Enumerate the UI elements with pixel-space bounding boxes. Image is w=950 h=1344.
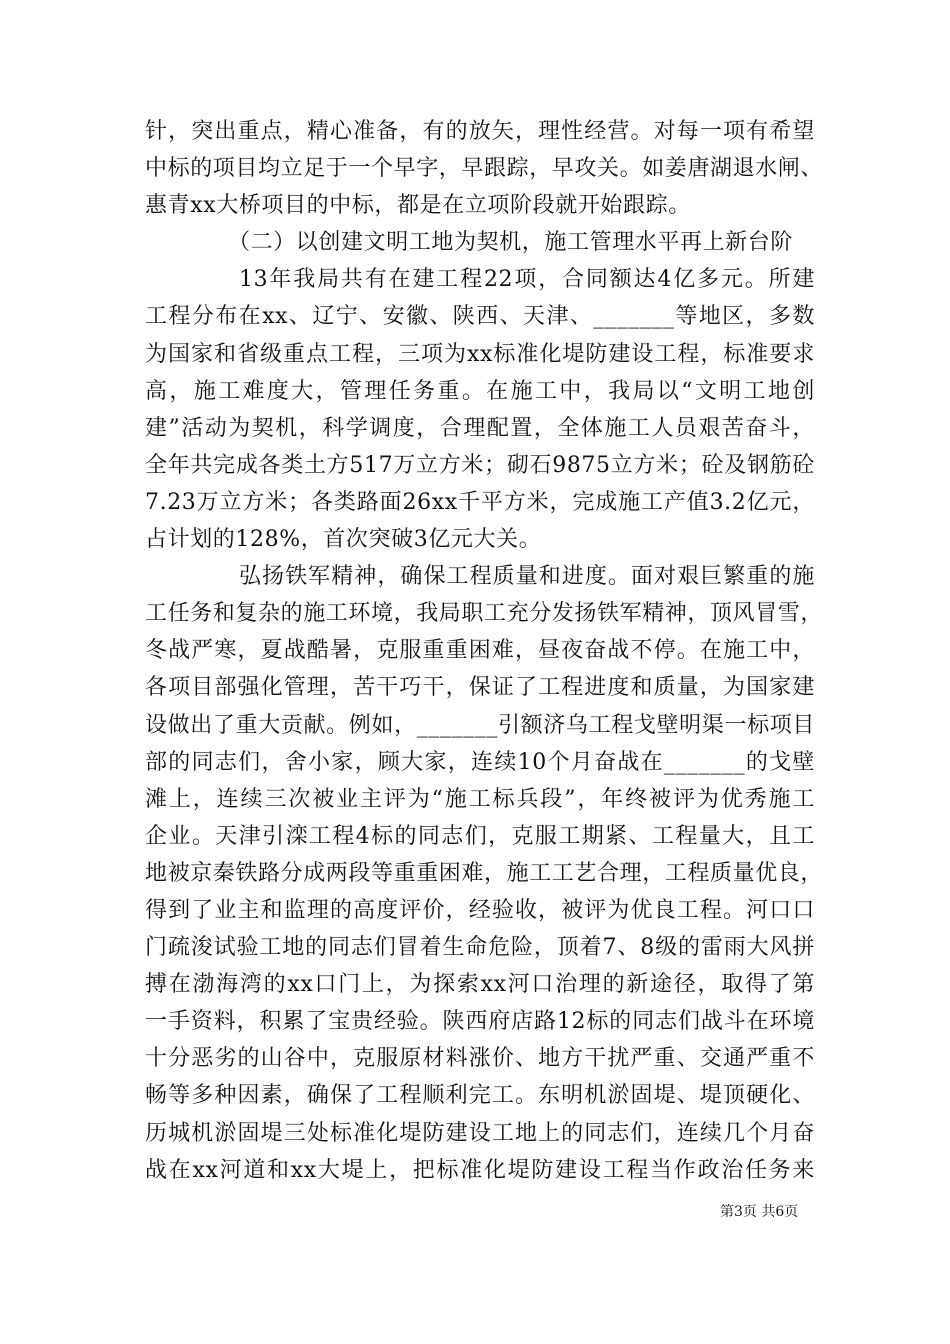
text-line: 得到了业主和监理的高度评价，经验收，被评为优良工程。河口口 <box>145 897 815 923</box>
text-line: 针，突出重点，精心准备，有的放矢，理性经营。对每一项有希望 <box>145 119 815 144</box>
text-line: 7.23万立方米；各类路面26xx千平方米，完成施工产值3.2亿元， <box>145 489 815 515</box>
text-line: 惠青xx大桥项目的中标，都是在立项阶段就开始跟踪。 <box>145 193 691 219</box>
text-line: 战在xx河道和xx大堤上，把标准化堤防建设工程当作政治任务来 <box>145 1157 815 1183</box>
text-line: 中标的项目均立足于一个早字，早跟踪，早攻关。如姜唐湖退水闸、 <box>145 156 824 182</box>
text-line: 地被京秦铁路分成两段等重重困难，施工工艺合理，工程质量优良， <box>145 860 824 886</box>
text-line: 企业。天津引滦工程4标的同志们，克服工期紧、工程量大，且工 <box>145 823 815 849</box>
section-heading: （二）以创建文明工地为契机，施工管理水平再上新台阶 <box>228 230 794 256</box>
body-text <box>145 113 824 1189</box>
text-line: 搏在渤海湾的xx口门上，为探索xx河口治理的新途径，取得了第 <box>145 972 815 998</box>
text-line: 设做出了重大贡献。例如，_______引额济乌工程戈壁明渠一标项目 <box>145 712 815 738</box>
text-line: 十分恶劣的山谷中，克服原材料涨价、地方干扰严重、交通严重不 <box>145 1046 815 1072</box>
text-line: 占计划的128%，首次突破3亿元大关。 <box>145 527 542 553</box>
text-line: 各项目部强化管理，苦干巧干，保证了工程进度和质量，为国家建 <box>145 675 815 701</box>
text-line: 历城机淤固堤三处标准化堤防建设工地上的同志们，连续几个月奋 <box>145 1120 815 1146</box>
text-line: 一手资料，积累了宝贵经验。陕西府店路12标的同志们战斗在环境 <box>145 1009 815 1035</box>
text-line: 畅等多种因素，确保了工程顺利完工。东明机淤固堤、堤顶硬化、 <box>145 1083 815 1109</box>
text-line: 滩上，连续三次被业主评为“施工标兵段”，年终被评为优秀施工 <box>145 786 815 812</box>
text-line: 建”活动为契机，科学调度，合理配置，全体施工人员艰苦奋斗， <box>145 415 815 441</box>
text-line: 冬战严寒，夏战酷暑，克服重重困难，昼夜奋战不停。在施工中， <box>145 638 815 664</box>
text-line: 门疏浚试验工地的同志们冒着生命危险，顶着7、8级的雷雨大风拼 <box>145 935 815 961</box>
text-line: 部的同志们，舍小家，顾大家，连续10个月奋战在_______的戈壁 <box>145 749 815 775</box>
text-line: 弘扬铁军精神，确保工程质量和进度。面对艰巨繁重的施 <box>239 564 815 590</box>
text-line: 工任务和复杂的施工环境，我局职工充分发扬铁军精神，顶风冒雪， <box>145 601 824 627</box>
text-line: 高，施工难度大，管理任务重。在施工中，我局以“文明工地创 <box>145 378 815 404</box>
text-line: 工程分布在xx、辽宁、安徽、陕西、天津、_______等地区，多数 <box>145 304 815 330</box>
text-line: 13年我局共有在建工程22项，合同额达4亿多元。所建 <box>239 267 815 293</box>
text-line: 为国家和省级重点工程，三项为xx标准化堤防建设工程，标准要求 <box>145 341 815 367</box>
page-number: 第3页 共6页 <box>720 1204 799 1220</box>
text-line: 全年共完成各类土方517万立方米；砌石9875立方米；砼及钢筋砼 <box>145 452 815 478</box>
